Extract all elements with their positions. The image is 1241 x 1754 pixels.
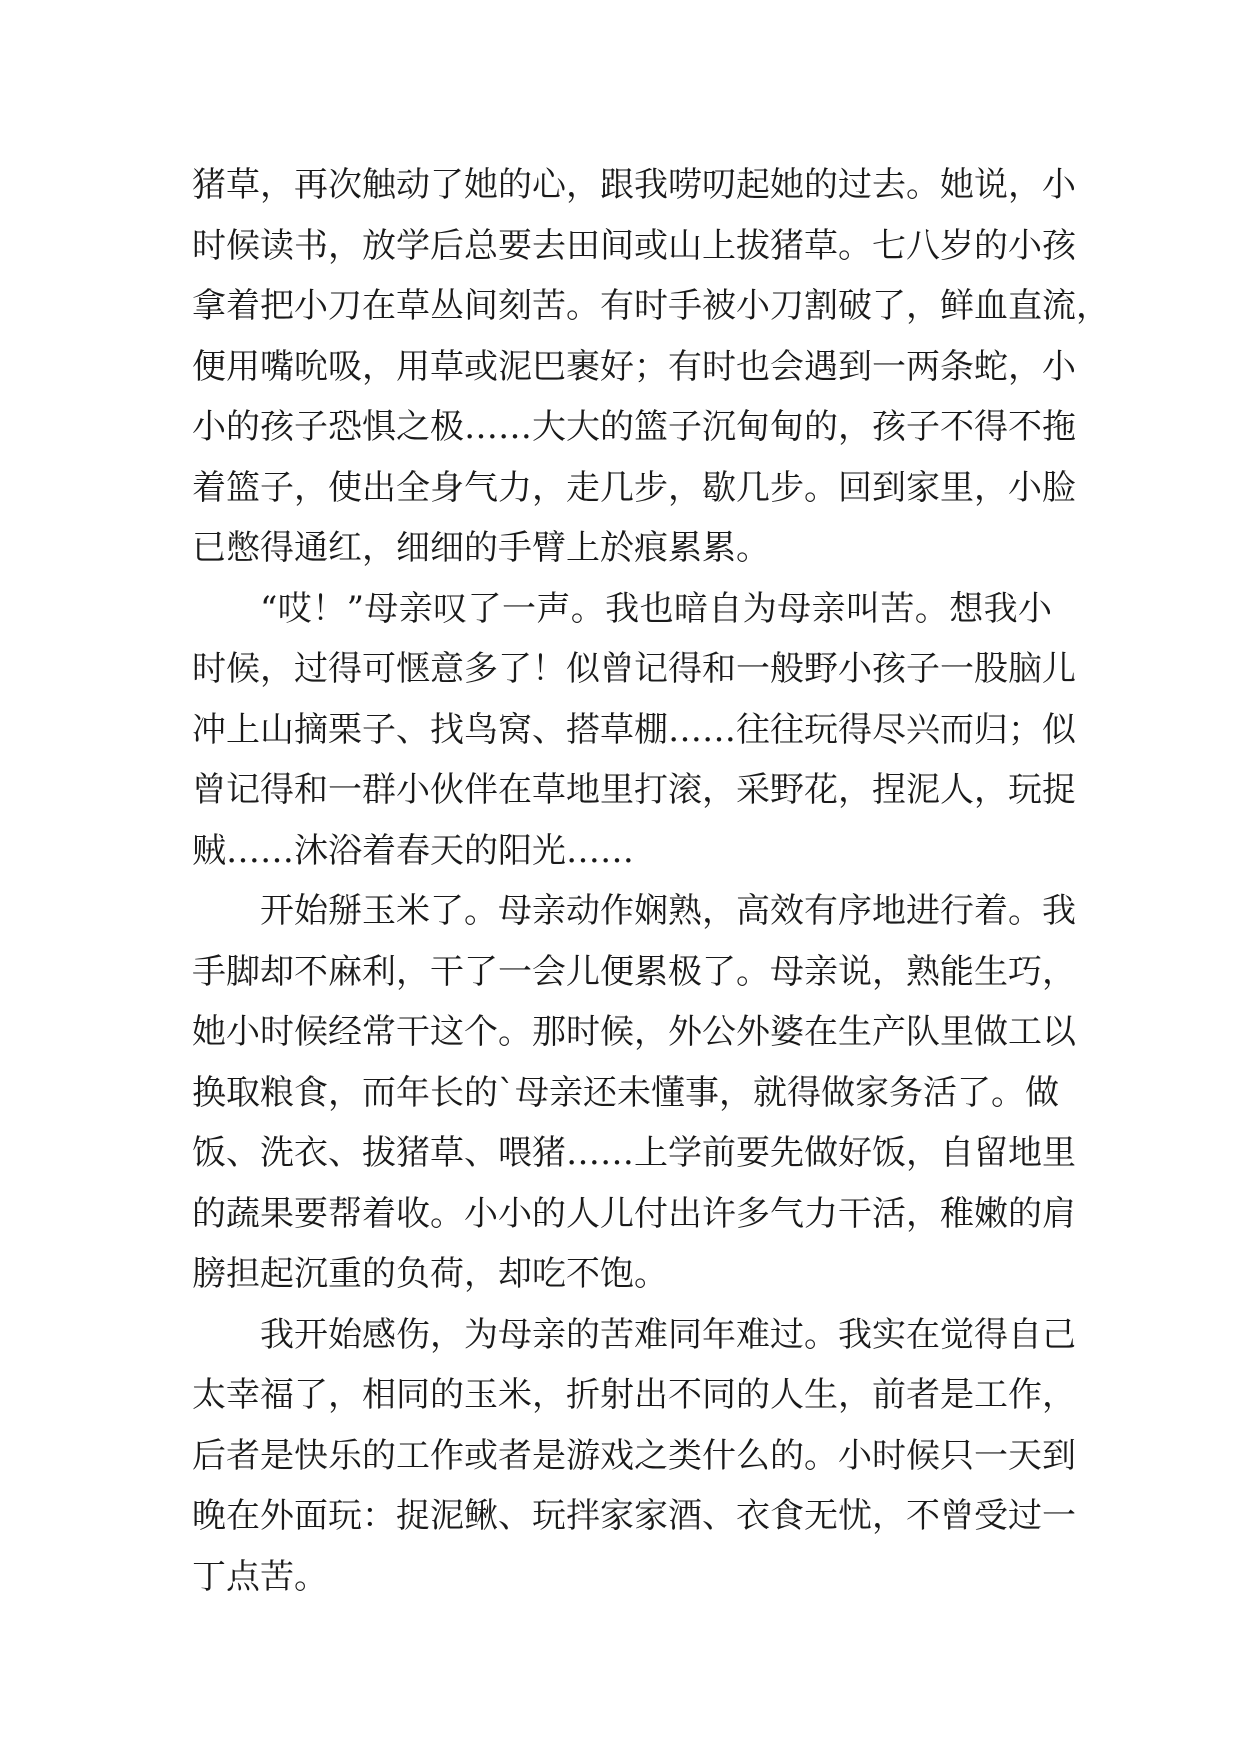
text-line: 曾记得和一群小伙伴在草地里打滚，采野花，捏泥人，玩捉 (192, 770, 1076, 810)
text-line: 饭、洗衣、拔猪草、喂猪……上学前要先做好饭，自留地里 (192, 1133, 1076, 1173)
text-line: 冲上山摘栗子、找鸟窝、搭草棚……往往玩得尽兴而归；似 (192, 709, 1076, 750)
paragraph-4 (192, 1305, 1076, 1608)
text-line: 手脚却不麻利，干了一会儿便累极了。母亲说，熟能生巧， (192, 951, 1076, 992)
text-line: 膀担起沉重的负荷，却吃不饱。 (192, 1254, 668, 1294)
text-line: 猪草，再次触动了她的心，跟我唠叨起她的过去。她说，小 (192, 165, 1076, 205)
paragraph-1 (192, 155, 1110, 579)
paragraph-3 (192, 881, 1076, 1305)
text-line: 太幸福了，相同的玉米，折射出不同的人生，前者是工作， (192, 1375, 1076, 1415)
text-line: 时候读书，放学后总要去田间或山上拔猪草。七八岁的小孩 (192, 225, 1076, 266)
text-line: 着篮子，使出全身气力，走几步，歇几步。回到家里，小脸 (192, 467, 1076, 508)
text-line: 便用嘴吮吸，用草或泥巴裹好；有时也会遇到一两条蛇，小 (192, 346, 1076, 387)
text-line: 的蔬果要帮着收。小小的人儿付出许多气力干活，稚嫩的肩 (192, 1193, 1076, 1234)
text-line: 已憋得通红，细细的手臂上於痕累累。 (192, 528, 770, 568)
paragraph-2 (192, 579, 1076, 882)
text-line: 贼……沐浴着春天的阳光…… (192, 830, 634, 871)
text-line: 时候，过得可惬意多了！似曾记得和一般野小孩子一股脑儿 (192, 649, 1076, 689)
text-line: 丁点苦。 (192, 1556, 328, 1597)
text-line: “哎！”母亲叹了一声。我也暗自为母亲叫苦。想我小 (260, 588, 1052, 629)
text-line: 后者是快乐的工作或者是游戏之类什么的。小时候只一天到 (192, 1435, 1076, 1476)
document-body (192, 155, 1110, 1607)
text-line: 我开始感伤，为母亲的苦难同年难过。我实在觉得自己 (260, 1314, 1076, 1355)
text-line: 小的孩子恐惧之极……大大的篮子沉甸甸的，孩子不得不拖 (192, 407, 1076, 447)
text-line: 晚在外面玩：捉泥鳅、玩拌家家酒、衣食无忧，不曾受过一 (192, 1496, 1076, 1536)
text-line: 她小时候经常干这个。那时候，外公外婆在生产队里做工以 (192, 1012, 1076, 1052)
text-line: 开始掰玉米了。母亲动作娴熟，高效有序地进行着。我 (260, 891, 1076, 931)
text-line: 换取粮食，而年长的`母亲还未懂事，就得做家务活了。做 (192, 1072, 1059, 1113)
text-line: 拿着把小刀在草丛间刻苦。有时手被小刀割破了，鲜血直流， (192, 286, 1110, 326)
